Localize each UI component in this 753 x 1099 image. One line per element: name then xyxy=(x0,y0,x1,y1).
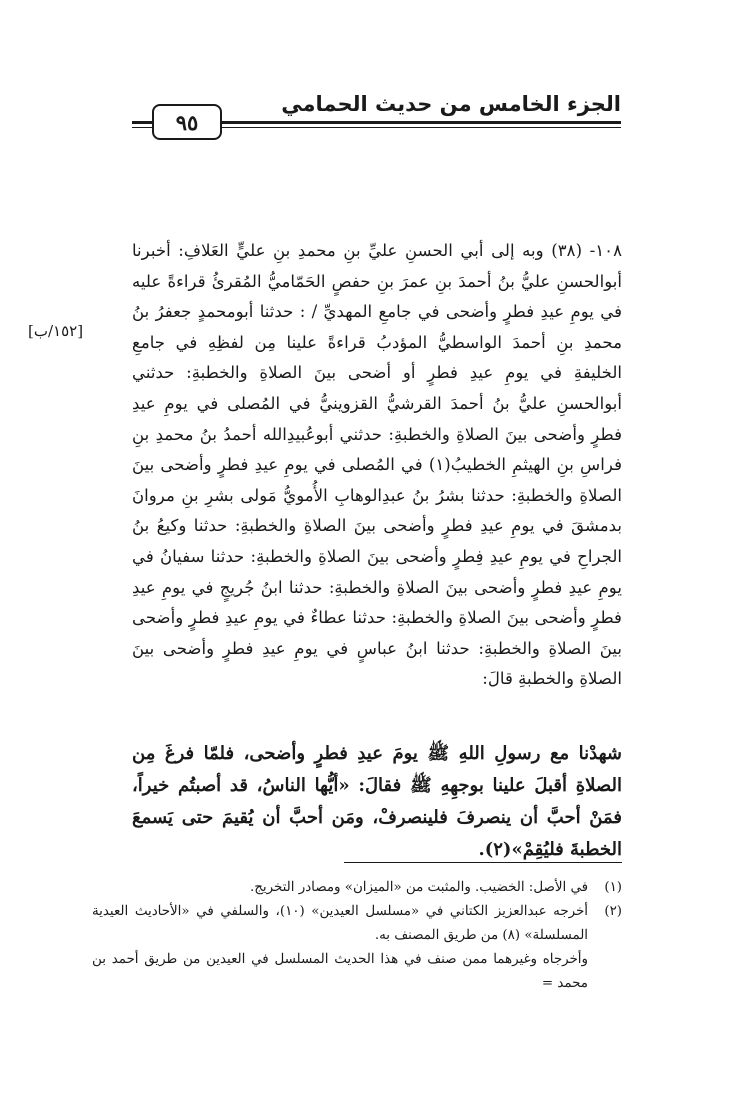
footnote-separator xyxy=(344,862,622,863)
footnote xyxy=(92,900,622,948)
footnote-marker: (١) xyxy=(604,880,622,895)
footnote-marker: (٢) xyxy=(604,904,622,919)
footnote xyxy=(92,876,622,900)
footnotes xyxy=(92,876,622,996)
hadith-isnad-paragraph: ١٠٨- (٣٨) وبه إلى أبي الحسنِ عليِّ بنِ محمدِ بنِ عليٍّ العَلافِ: أخبرنا أبوالحسنِ عليُّ بنُ أحمدَ بنِ عمرَ بنِ حفصٍ الحَمّاميُّ المُقرئُ قراءةً عليه في يومِ عيدِ فطرٍ وأضحى في جامعِ المهديِّ / : حدثنا أبومحمدٍ جعفرُ بنُ محمدِ بنِ أحمدَ الواسطيُّ المؤدبُ قراءةً علينا مِن لفظِهِ في جامعِ الخليفةِ في يومِ عيدِ فطرٍ أو أضحى بينَ الصلاةِ والخطبةِ: حدثني أبوالحسنِ عليُّ بنُ أحمدَ القرشيُّ القزوينيُّ في المُصلى في يومِ عيدِ فطرٍ وأضحى بينَ الصلاةِ والخطبةِ: حدثني أبوعُبيدِالله أحمدُ بنُ محمدِ بنِ فراسِ بنِ الهيثمِ الخطيبُ(١) في المُصلى في يومِ عيدِ فطرٍ وأضحى بينَ الصلاةِ والخطبةِ: حدثنا بشرُ بنُ عبدِالوهابِ الأُمويُّ مَولى بشرِ بنِ مروانَ بدمشقَ في يومِ عيدِ فطرٍ وأضحى بينَ الصلاةِ والخطبةِ: حدثنا وكيعُ بنُ الجراحِ في يومِ عيدِ فِطرٍ وأضحى بينَ الصلاةِ والخطبةِ: حدثنا سفيانُ في يومِ عيدِ فطرٍ وأضحى بينَ الصلاةِ والخطبةِ: حدثنا ابنُ جُريجٍ في يومِ عيدِ فطرٍ وأضحى بينَ الصلاةِ والخطبةِ: حدثنا عطاءٌ في يومِ عيدِ فطرٍ وأضحى بينَ الصلاةِ والخطبةِ: حدثنا ابنُ عباسٍ في يومِ عيدِ فطرٍ وأضحى بينَ الصلاةِ والخطبةِ قالَ: xyxy=(132,241,623,689)
footnote-text: أخرجه عبدالعزيز الكتاني في «مسلسل العيدين» (١٠)، والسلفي في «الأحاديث العيدية المسلسلة» (٨) من طريق المصنف به. xyxy=(92,904,588,943)
manuscript-folio-marker: [١٥٢/ب] xyxy=(28,322,84,340)
main-text xyxy=(132,236,622,695)
hadith-matn xyxy=(132,738,622,866)
footnote-continuation: وأخرجاه وغيرهما ممن صنف في هذا الحديث المسلسل في العيدين من طريق أحمد بن محمد = xyxy=(92,952,588,991)
running-header-title: الجزء الخامس من حديث الحمامي xyxy=(281,92,621,116)
footnote-text: في الأصل: الخضيب. والمثبت من «الميزان» ومصادر التخريج. xyxy=(249,880,588,895)
hadith-matn-paragraph: شهدْنا مع رسولِ اللهِ ﷺ يومَ عيدِ فطرٍ وأضحى، فلمّا فرغَ مِن الصلاةِ أقبلَ علينا بوجهِهِ ﷺ فقالَ: «أيُّها الناسُ، قد أصبتُم خيراً، فمَنْ أحبَّ أن ينصرفَ فلينصرفْ، ومَن أحبَّ أن يُقيمَ حتى يَسمعَ الخطبةَ فليُقِمْ»(٢). xyxy=(132,743,622,860)
page-number: ٩٥ xyxy=(152,104,222,140)
